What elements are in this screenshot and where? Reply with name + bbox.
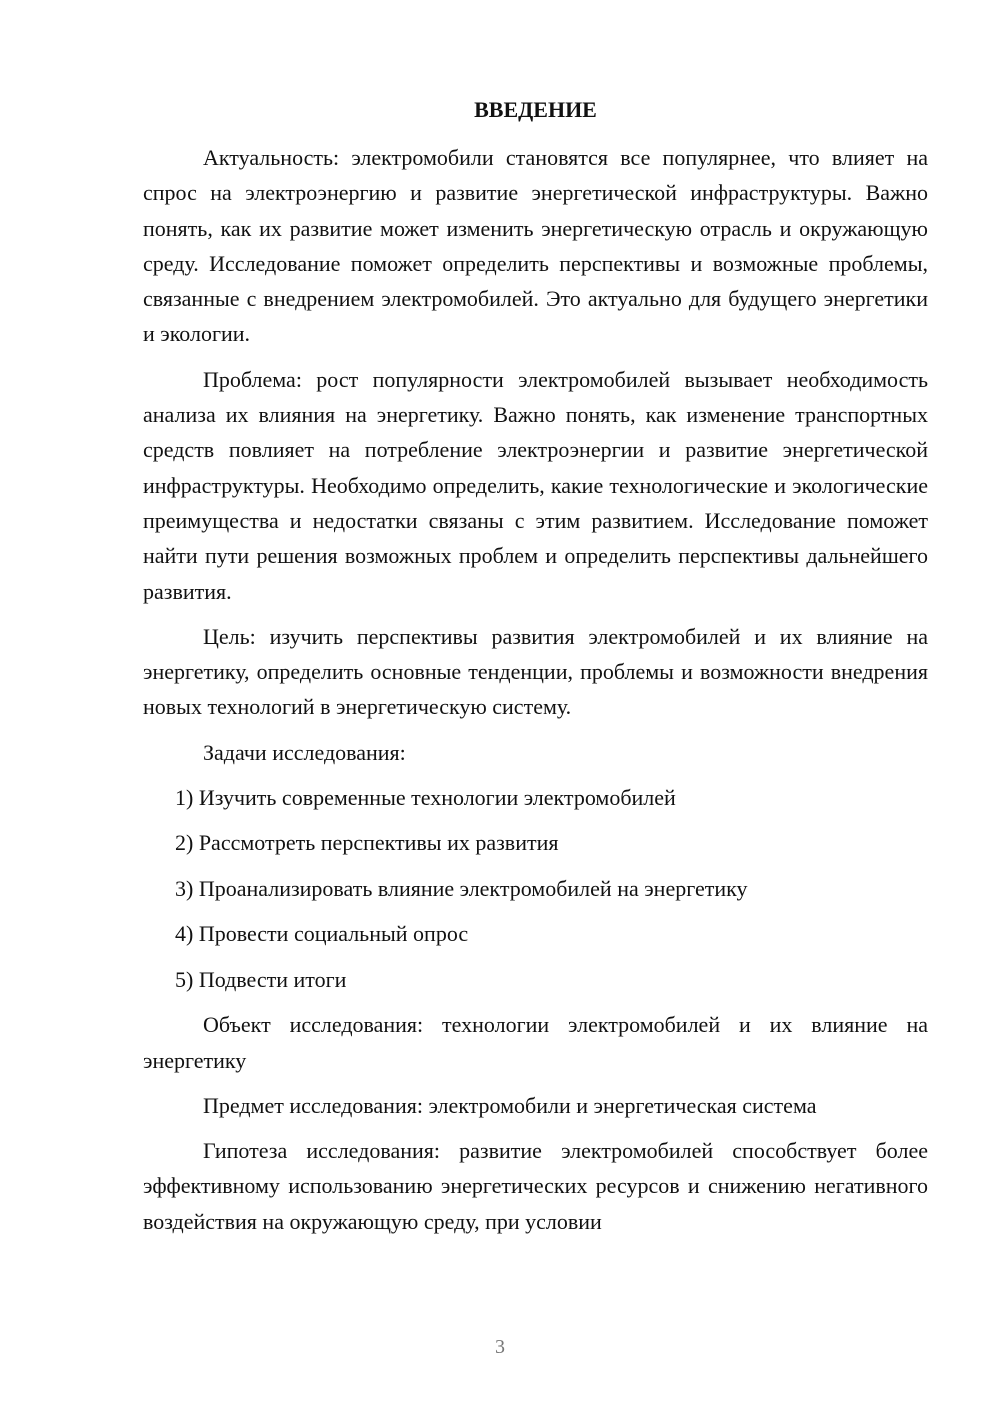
task-item: 5) Подвести итоги (175, 966, 347, 992)
problem-paragraph: Проблема: рост популярности электромобилей вызывает необходимость анализа их влияния на энергетику. Важно понять, как изменение транспортных средств повлияет на потребление электроэнергии и развитие энергетической инфраструктуры. Необходимо определить, какие технологические и экологические преимущества и недостатки связаны с этим развитием. Исследование поможет найти пути решения возможных проблем и определить перспективы дальнейшего развития. (143, 366, 928, 604)
section-heading: ВВЕДЕНИЕ (474, 97, 597, 122)
task-item: 4) Провести социальный опрос (175, 921, 469, 947)
document-page (143, 96, 928, 1239)
goal-paragraph: Цель: изучить перспективы развития электромобилей и их влияние на энергетику, определить основные тенденции, проблемы и возможности внедрения новых технологий в энергетическую систему. (143, 623, 928, 720)
task-item: 2) Рассмотреть перспективы их развития (175, 830, 559, 856)
relevance-paragraph: Актуальность: электромобили становятся все популярнее, что влияет на спрос на электроэнергию и развитие энергетической инфраструктуры. Важно понять, как их развитие может изменить энергетическую отрасль и окружающую среду. Исследование поможет определить перспективы и возможные проблемы, связанные с внедрением электромобилей. Это актуально для будущего энергетики и экологии. (143, 145, 928, 347)
page-number: 3 (495, 1336, 505, 1358)
subject-paragraph: Предмет исследования: электромобили и энергетическая система (203, 1092, 817, 1118)
hypothesis-paragraph: Гипотеза исследования: развитие электромобилей способствует более эффективному использованию энергетических ресурсов и снижению негативного воздействия на окружающую среду, при условии (143, 1138, 928, 1234)
task-item: 3) Проанализировать влияние электромобилей на энергетику (175, 875, 748, 901)
tasks-list (143, 780, 928, 997)
tasks-title: Задачи исследования: (203, 739, 406, 765)
object-paragraph: Объект исследования: технологии электромобилей и их влияние на энергетику (143, 1012, 928, 1073)
task-item: 1) Изучить современные технологии электромобилей (175, 784, 676, 810)
